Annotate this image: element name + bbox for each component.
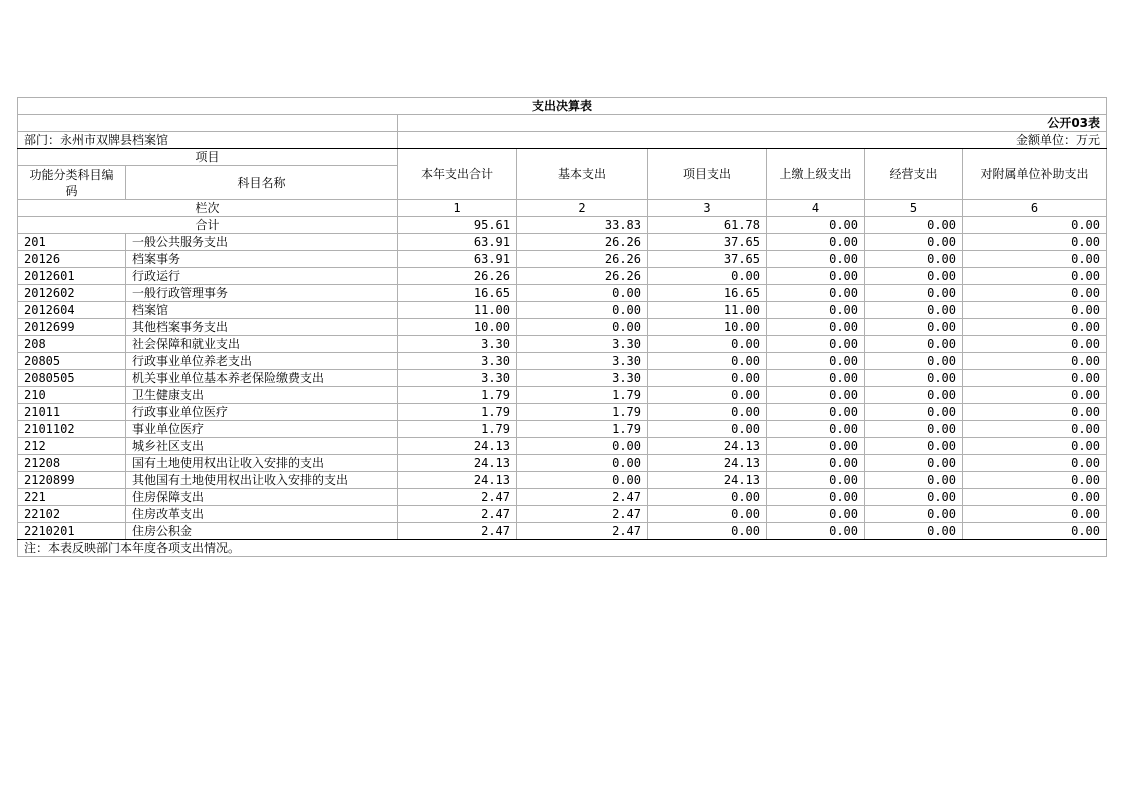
row-value: 0.00 — [767, 251, 865, 268]
row-value: 1.79 — [398, 387, 517, 404]
row-name: 一般行政管理事务 — [126, 285, 398, 302]
row-value: 0.00 — [648, 404, 767, 421]
col-index: 1 — [398, 200, 517, 217]
table-row — [18, 489, 1107, 506]
row-name: 卫生健康支出 — [126, 387, 398, 404]
row-value: 0.00 — [963, 506, 1107, 523]
row-name: 档案事务 — [126, 251, 398, 268]
row-value: 0.00 — [865, 285, 963, 302]
row-value: 0.00 — [767, 455, 865, 472]
row-name: 国有土地使用权出让收入安排的支出 — [126, 455, 398, 472]
row-code: 2012699 — [18, 319, 126, 336]
col-index: 4 — [767, 200, 865, 217]
expenditure-table — [17, 97, 1107, 557]
table-row — [18, 353, 1107, 370]
row-value: 26.26 — [398, 268, 517, 285]
row-value: 0.00 — [963, 523, 1107, 540]
row-value: 0.00 — [767, 319, 865, 336]
row-name: 社会保障和就业支出 — [126, 336, 398, 353]
footnote: 注：本表反映部门本年度各项支出情况。 — [18, 540, 1107, 557]
table-row — [18, 506, 1107, 523]
row-value: 0.00 — [865, 319, 963, 336]
row-value: 63.91 — [398, 251, 517, 268]
row-code: 20126 — [18, 251, 126, 268]
table-row — [18, 302, 1107, 319]
row-value: 0.00 — [648, 506, 767, 523]
col-index: 2 — [517, 200, 648, 217]
row-code: 22102 — [18, 506, 126, 523]
row-value: 0.00 — [517, 455, 648, 472]
row-value: 0.00 — [963, 421, 1107, 438]
row-code: 208 — [18, 336, 126, 353]
row-value: 0.00 — [963, 268, 1107, 285]
row-code: 21011 — [18, 404, 126, 421]
row-value: 2.47 — [398, 506, 517, 523]
row-value: 24.13 — [398, 455, 517, 472]
row-value: 0.00 — [648, 268, 767, 285]
table-row — [18, 336, 1107, 353]
row-value: 24.13 — [648, 472, 767, 489]
header-col-upper: 上缴上级支出 — [767, 149, 865, 200]
total-label: 合计 — [18, 217, 398, 234]
row-code: 201 — [18, 234, 126, 251]
row-value: 0.00 — [648, 353, 767, 370]
row-value: 0.00 — [865, 370, 963, 387]
row-value: 0.00 — [963, 319, 1107, 336]
row-value: 0.00 — [865, 472, 963, 489]
row-name: 其他国有土地使用权出让收入安排的支出 — [126, 472, 398, 489]
row-value: 0.00 — [963, 387, 1107, 404]
header-code: 功能分类科目编码 — [18, 166, 126, 200]
row-name: 事业单位医疗 — [126, 421, 398, 438]
row-value: 3.30 — [517, 370, 648, 387]
header-project: 项目 — [18, 149, 398, 166]
row-value: 2.47 — [517, 506, 648, 523]
row-value: 24.13 — [648, 438, 767, 455]
row-value: 0.00 — [963, 234, 1107, 251]
row-name: 住房公积金 — [126, 523, 398, 540]
row-value: 0.00 — [865, 268, 963, 285]
table-row — [18, 234, 1107, 251]
row-value: 0.00 — [517, 472, 648, 489]
row-name: 行政事业单位医疗 — [126, 404, 398, 421]
row-value: 0.00 — [517, 285, 648, 302]
row-value: 26.26 — [517, 268, 648, 285]
table-row — [18, 523, 1107, 540]
row-value: 0.00 — [865, 404, 963, 421]
row-value: 37.65 — [648, 234, 767, 251]
row-value: 0.00 — [865, 387, 963, 404]
row-value: 0.00 — [963, 285, 1107, 302]
row-name: 其他档案事务支出 — [126, 319, 398, 336]
row-name: 一般公共服务支出 — [126, 234, 398, 251]
row-value: 2.47 — [517, 489, 648, 506]
col-index: 3 — [648, 200, 767, 217]
row-value: 0.00 — [648, 421, 767, 438]
row-value: 1.79 — [517, 387, 648, 404]
table-row — [18, 421, 1107, 438]
row-code: 2080505 — [18, 370, 126, 387]
row-value: 24.13 — [648, 455, 767, 472]
row-value: 0.00 — [865, 523, 963, 540]
row-value: 0.00 — [648, 387, 767, 404]
row-value: 0.00 — [865, 489, 963, 506]
row-value: 2.47 — [398, 489, 517, 506]
table-title: 支出决算表 — [18, 98, 1107, 115]
row-code: 20805 — [18, 353, 126, 370]
row-value: 0.00 — [767, 438, 865, 455]
row-value: 3.30 — [517, 353, 648, 370]
row-value: 0.00 — [963, 489, 1107, 506]
row-name: 行政事业单位养老支出 — [126, 353, 398, 370]
row-value: 3.30 — [398, 353, 517, 370]
header-col-operating: 经营支出 — [865, 149, 963, 200]
total-cell: 0.00 — [865, 217, 963, 234]
row-name: 城乡社区支出 — [126, 438, 398, 455]
row-value: 2.47 — [517, 523, 648, 540]
expenditure-final-accounts-sheet — [17, 97, 1106, 557]
total-cell: 61.78 — [648, 217, 767, 234]
header-col-basic: 基本支出 — [517, 149, 648, 200]
row-code: 212 — [18, 438, 126, 455]
row-value: 0.00 — [865, 336, 963, 353]
row-value: 0.00 — [865, 353, 963, 370]
row-value: 0.00 — [963, 302, 1107, 319]
row-name: 住房保障支出 — [126, 489, 398, 506]
row-name: 住房改革支出 — [126, 506, 398, 523]
table-row — [18, 370, 1107, 387]
row-value: 16.65 — [398, 285, 517, 302]
row-value: 0.00 — [767, 489, 865, 506]
row-value: 0.00 — [865, 455, 963, 472]
table-row — [18, 438, 1107, 455]
row-value: 3.30 — [517, 336, 648, 353]
row-value: 0.00 — [767, 353, 865, 370]
row-value: 0.00 — [767, 472, 865, 489]
department-label: 部门：永州市双牌县档案馆 — [18, 132, 398, 149]
row-value: 0.00 — [963, 251, 1107, 268]
table-row — [18, 319, 1107, 336]
row-value: 0.00 — [517, 438, 648, 455]
row-value: 1.79 — [398, 421, 517, 438]
row-value: 24.13 — [398, 472, 517, 489]
row-value: 0.00 — [865, 302, 963, 319]
row-value: 0.00 — [963, 472, 1107, 489]
form-number: 公开03表 — [398, 115, 1107, 132]
row-code: 2012601 — [18, 268, 126, 285]
row-value: 0.00 — [648, 489, 767, 506]
total-row — [18, 217, 1107, 234]
row-code: 2101102 — [18, 421, 126, 438]
row-name: 档案馆 — [126, 302, 398, 319]
row-value: 0.00 — [963, 455, 1107, 472]
row-code: 2120899 — [18, 472, 126, 489]
row-value: 0.00 — [963, 336, 1107, 353]
row-value: 0.00 — [767, 387, 865, 404]
row-value: 0.00 — [767, 523, 865, 540]
row-value: 0.00 — [963, 370, 1107, 387]
row-code: 21208 — [18, 455, 126, 472]
row-value: 26.26 — [517, 251, 648, 268]
row-value: 0.00 — [517, 319, 648, 336]
row-value: 0.00 — [865, 421, 963, 438]
row-value: 0.00 — [767, 421, 865, 438]
row-value: 10.00 — [398, 319, 517, 336]
total-cell: 0.00 — [767, 217, 865, 234]
row-code: 2210201 — [18, 523, 126, 540]
row-value: 0.00 — [865, 251, 963, 268]
row-value: 0.00 — [767, 506, 865, 523]
table-row — [18, 455, 1107, 472]
row-value: 10.00 — [648, 319, 767, 336]
row-value: 11.00 — [398, 302, 517, 319]
row-value: 0.00 — [648, 523, 767, 540]
row-value: 11.00 — [648, 302, 767, 319]
table-row — [18, 472, 1107, 489]
table-row — [18, 251, 1107, 268]
total-cell: 95.61 — [398, 217, 517, 234]
row-value: 0.00 — [648, 336, 767, 353]
row-code: 221 — [18, 489, 126, 506]
row-value: 0.00 — [865, 438, 963, 455]
table-row — [18, 285, 1107, 302]
row-value: 0.00 — [963, 404, 1107, 421]
row-value: 0.00 — [767, 285, 865, 302]
row-code: 210 — [18, 387, 126, 404]
total-cell: 0.00 — [963, 217, 1107, 234]
table-row — [18, 387, 1107, 404]
row-value: 0.00 — [767, 302, 865, 319]
header-col-subsidiary: 对附属单位补助支出 — [963, 149, 1107, 200]
col-index: 5 — [865, 200, 963, 217]
row-value: 2.47 — [398, 523, 517, 540]
total-cell: 33.83 — [517, 217, 648, 234]
row-value: 37.65 — [648, 251, 767, 268]
row-value: 1.79 — [398, 404, 517, 421]
row-value: 0.00 — [865, 506, 963, 523]
row-code: 2012602 — [18, 285, 126, 302]
row-value: 0.00 — [767, 234, 865, 251]
row-value: 0.00 — [767, 336, 865, 353]
col-index: 6 — [963, 200, 1107, 217]
row-value: 63.91 — [398, 234, 517, 251]
header-col-total: 本年支出合计 — [398, 149, 517, 200]
table-row — [18, 404, 1107, 421]
row-value: 1.79 — [517, 421, 648, 438]
header-col-project: 项目支出 — [648, 149, 767, 200]
row-value: 0.00 — [963, 353, 1107, 370]
unit-label: 金额单位：万元 — [398, 132, 1107, 149]
row-value: 0.00 — [517, 302, 648, 319]
row-value: 26.26 — [517, 234, 648, 251]
row-value: 0.00 — [963, 438, 1107, 455]
row-code: 2012604 — [18, 302, 126, 319]
row-value: 16.65 — [648, 285, 767, 302]
row-value: 0.00 — [767, 370, 865, 387]
header-name: 科目名称 — [126, 166, 398, 200]
row-value: 3.30 — [398, 370, 517, 387]
row-name: 行政运行 — [126, 268, 398, 285]
row-value: 0.00 — [648, 370, 767, 387]
row-index-label: 栏次 — [18, 200, 398, 217]
row-value: 0.00 — [865, 234, 963, 251]
row-name: 机关事业单位基本养老保险缴费支出 — [126, 370, 398, 387]
table-row — [18, 268, 1107, 285]
row-value: 1.79 — [517, 404, 648, 421]
row-value: 0.00 — [767, 268, 865, 285]
row-value: 3.30 — [398, 336, 517, 353]
row-value: 24.13 — [398, 438, 517, 455]
row-value: 0.00 — [767, 404, 865, 421]
